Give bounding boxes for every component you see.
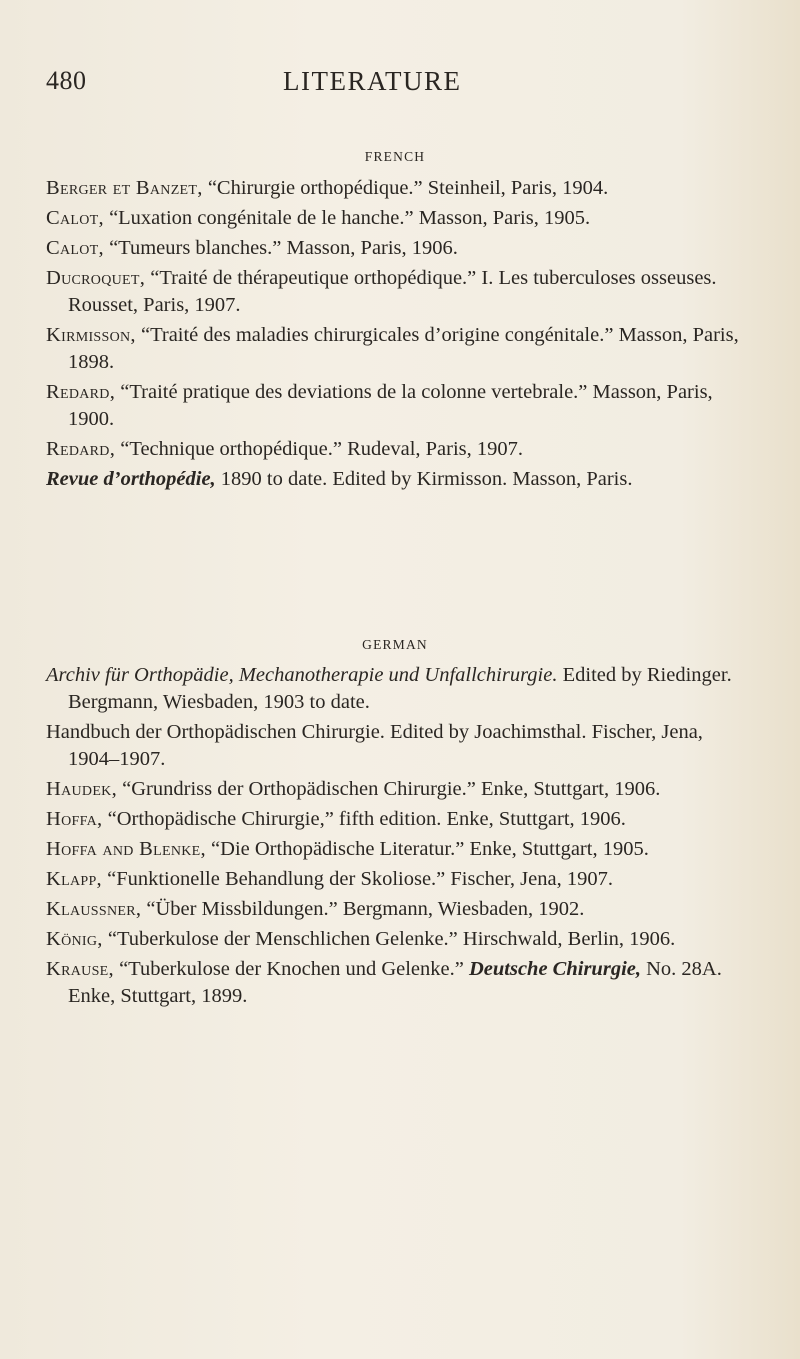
entry-text: “Traité pratique des deviations de la colonne vertebrale.” Masson, Paris, 1900. <box>68 381 713 430</box>
entry-author: Berger et Banzet, <box>46 177 203 199</box>
page-number: 480 <box>46 66 87 95</box>
entry-text: No. 28A. Enke, Stuttgart, 1899. <box>68 958 722 1007</box>
french-bibliography-list <box>46 175 750 496</box>
entry-text: “Orthopädische Chirurgie,” fifth edition. Enke, Stuttgart, 1906. <box>102 808 626 830</box>
bibliography-entry <box>46 175 750 202</box>
bibliography-entry <box>46 719 750 773</box>
entry-author: Calot, <box>46 207 104 229</box>
page-header <box>0 66 800 106</box>
german-bibliography-list <box>46 662 750 1013</box>
entry-text: “Traité des maladies chirurgicales d’origine congénitale.” Masson, Paris, 1898. <box>68 324 739 373</box>
bibliography-entry <box>46 662 750 716</box>
bibliography-entry <box>46 926 750 953</box>
entry-text: “Tumeurs blanches.” Masson, Paris, 1906. <box>103 237 458 259</box>
entry-text: “Technique orthopédique.” Rudeval, Paris, 1907. <box>115 438 524 460</box>
bibliography-entry <box>46 866 750 893</box>
bibliography-entry <box>46 896 750 923</box>
bibliography-entry <box>46 806 750 833</box>
bibliography-entry <box>46 205 750 232</box>
bibliography-entry <box>46 235 750 262</box>
entry-text: “Luxation congénitale de le hanche.” Masson, Paris, 1905. <box>103 207 591 229</box>
entry-text: 1890 to date. Edited by Kirmisson. Masson, Paris. <box>215 468 633 490</box>
section-heading-french: FRENCH <box>364 149 426 164</box>
entry-journal: Revue d’orthopédie, <box>46 468 216 490</box>
entry-text: Edited by Riedinger. Bergmann, Wiesbaden, 1903 to date. <box>68 664 732 713</box>
entry-text: Handbuch der Orthopädischen Chirurgie. Edited by Joachimsthal. Fischer, Jena, 1904–1907. <box>46 721 703 770</box>
bibliography-entry <box>46 836 750 863</box>
entry-author: Calot, <box>46 237 104 259</box>
running-title: LITERATURE <box>283 66 462 96</box>
entry-journal: Deutsche Chirurgie, <box>468 958 641 980</box>
entry-text: “Tuberkulose der Menschlichen Gelenke.” Hirschwald, Berlin, 1906. <box>102 928 676 950</box>
entry-author: Haudek, <box>46 778 118 800</box>
entry-text: “Über Missbildungen.” Bergmann, Wiesbaden, 1902. <box>141 898 585 920</box>
entry-text: “Chirurgie orthopédique.” Steinheil, Paris, 1904. <box>202 177 609 199</box>
entry-text: “Traité de thérapeutique orthopédique.” I. Les tuberculoses osseuses. Rousset, Paris, 1907. <box>68 267 717 316</box>
bibliography-entry <box>46 322 750 376</box>
entry-author: Kirmisson, <box>46 324 136 346</box>
entry-author: Ducroquet, <box>46 267 146 289</box>
entry-author: Krause, <box>46 958 114 980</box>
entry-author: Redard, <box>46 438 116 460</box>
section-heading-german: GERMAN <box>362 637 428 652</box>
entry-text: “Grundriss der Orthopädischen Chirurgie.” Enke, Stuttgart, 1906. <box>117 778 661 800</box>
entry-journal: Archiv für Orthopädie, Mechanotherapie und Unfallchirurgie. <box>46 664 558 686</box>
bibliography-entry <box>46 436 750 463</box>
entry-text: “Funktionelle Behandlung der Skoliose.” Fischer, Jena, 1907. <box>101 868 613 890</box>
bibliography-entry <box>46 379 750 433</box>
entry-author: Klaussner, <box>46 898 142 920</box>
bibliography-entry <box>46 466 750 493</box>
bibliography-entry <box>46 265 750 319</box>
entry-author: König, <box>46 928 103 950</box>
entry-author: Klapp, <box>46 868 102 890</box>
entry-author: Hoffa, <box>46 808 103 830</box>
entry-author: Redard, <box>46 381 116 403</box>
entry-text: “Die Orthopädische Literatur.” Enke, Stuttgart, 1905. <box>205 838 649 860</box>
entry-author: Hoffa and Blenke, <box>46 838 206 860</box>
bibliography-entry <box>46 956 750 1010</box>
bibliography-entry <box>46 776 750 803</box>
entry-text: “Tuberkulose der Knochen und Gelenke.” <box>113 958 469 980</box>
